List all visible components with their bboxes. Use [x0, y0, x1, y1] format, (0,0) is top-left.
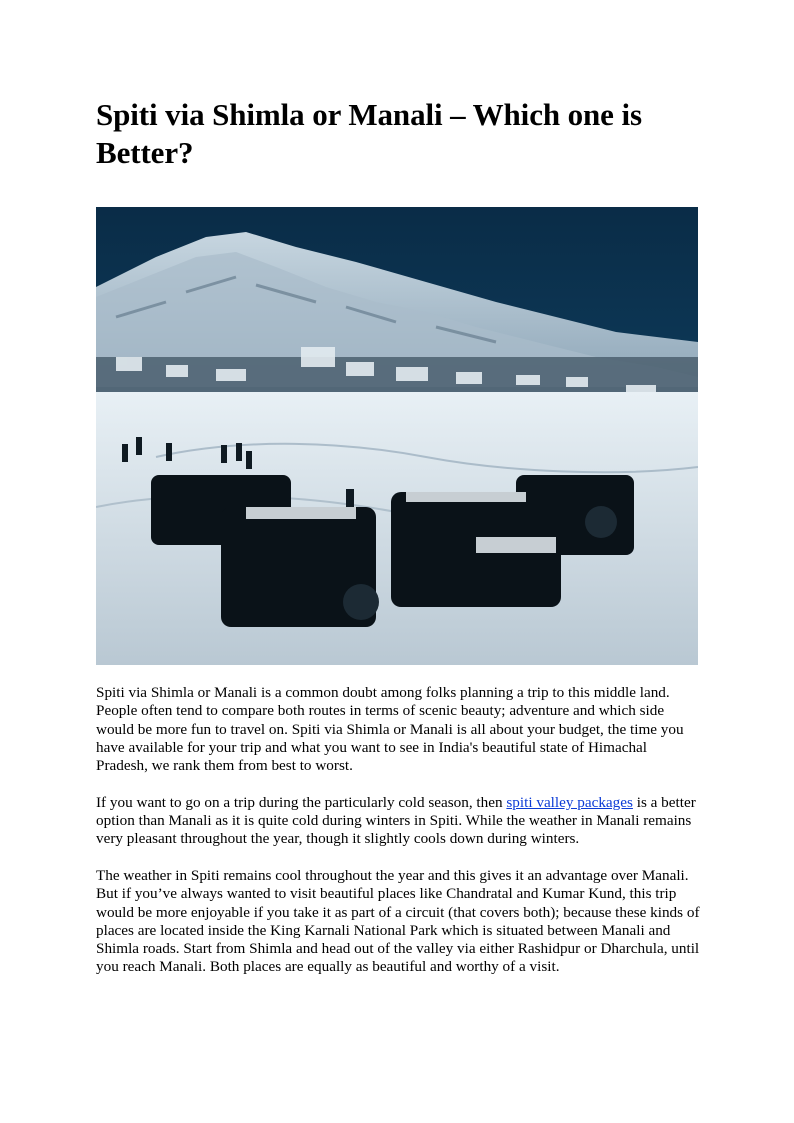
paragraph-3: The weather in Spiti remains cool throughout the year and this gives it an advantage over Manali. But if you’ve always wanted to visit beautiful places like Chandratal and Kumar Kund, this trip would be more enjoyable if you take it as part of a circuit (that covers both); because these kinds of places are located inside the King Karnali National Park which is situated between Manali and Shimla roads. Start from Shimla and head out of the valley via either Rashidpur or Dharchula, until you reach Manali. Both places are equally as beautiful and worthy of a visit.	[96, 866, 700, 976]
paragraph-2-text-end: is a better option than Manali as it is quite cold during winters in Spiti. While the weather in Manali remains very pleasant throughout the year, though it slightly cools down during winters.	[96, 793, 696, 848]
paragraph-2-text-start: If you want to go on a trip during the particularly cold season, then	[96, 793, 507, 811]
hero-image	[96, 207, 698, 665]
paragraph-1: Spiti via Shimla or Manali is a common doubt among folks planning a trip to this middle land. People often tend to compare both routes in terms of scenic beauty; adventure and which side would be more fun to travel on. Spiti via Shimla or Manali is all about your budget, the time you have available for your trip and what you want to see in India's beautiful state of Himachal Pradesh, we rank them from best to worst.	[96, 684, 684, 775]
spiti-valley-packages-link[interactable]: spiti valley packages	[506, 793, 633, 811]
page-title: Spiti via Shimla or Manali – Which one is Better?	[96, 97, 642, 170]
paragraph-2	[96, 794, 700, 849]
article	[96, 96, 700, 172]
hero-illustration	[96, 207, 698, 665]
article-body	[96, 684, 700, 995]
